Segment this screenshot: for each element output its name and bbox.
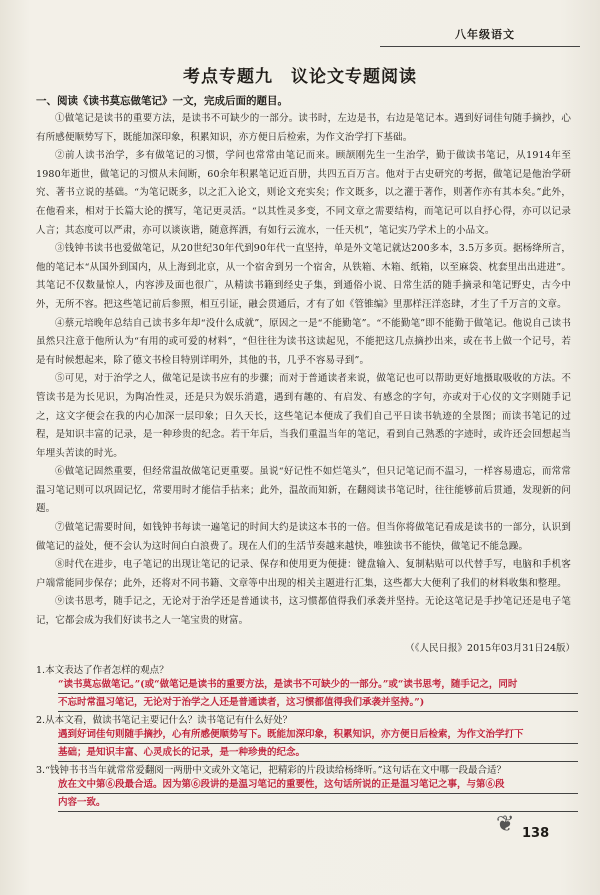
answer-3 (58, 776, 578, 812)
section-intro: 一、阅读《读书莫忘做笔记》一文，完成后面的题目。 (36, 95, 288, 107)
answer-line: 放在文中第⑥段最合适。因为第⑥段讲的是温习笔记的重要性，这句话所说的正是温习笔记之事，与第⑥段 (58, 776, 578, 794)
answer-line: 基础；是知识丰富、心灵成长的记录，是一种珍贵的纪念。 (58, 744, 578, 762)
answer-line: 遇到好词佳句则随手摘抄，心有所感便顺势写下。既能加深印象，积累知识，亦方便日后检索，为作文治学打下 (58, 726, 578, 744)
question-2: 2.从本文看，做读书笔记主要记什么？读书笔记有什么好处？ (36, 715, 293, 726)
header-rule (380, 46, 580, 47)
paragraph: ②前人读书治学，多有做笔记的习惯，学问也常常由笔记而来。顾颉刚先生一生治学，勤于做读书笔记，从1914年至1980年逝世，做笔记的习惯从未间断，60余年积累笔记近百册，共四五百万言。他对于古史研究的考据，做笔记是他治学研究、著书立说的基础。“为笔记既多，以之汇入论文，则论文充实矣；作文既多，以之灌于著作，则著作亦有其本矣。”此外，在他看来，相对于长篇大论的撰写，笔记更灵活。“以其性灵多变，不同文章之需要结构，而笔记可以自抒心得，亦可以记录人言；其态度可以严肃，亦可以谈诙谐，随意挥洒，有如行云流水，一任天机”，笔记实乃学术上的小品文。 (36, 150, 571, 236)
question-3: 3.“钱钟书书当年就常常爱翻阅一两册中文或外文笔记，把精彩的片段读给杨绛听。”这句话在文中哪一段最合适？ (36, 765, 507, 776)
answer-line: 不忘时常温习笔记，无论对于治学之人还是普通读者，这习惯都值得我们承袭并坚持。”) (58, 694, 578, 712)
paragraph: ⑦做笔记需要时间，如钱钟书每读一遍笔记的时间大约是读这本书的一倍。但当你将做笔记看成是读书的一部分，认识到做笔记的益处，便不会认为这时间白白浪费了。现在人们的生活节奏越来越快，唯独读书不能快，做笔记不能急躁。 (36, 522, 571, 552)
paragraph: ①做笔记是读书的重要方法，是读书不可缺少的一部分。读书时，左边是书，右边是笔记本。遇到好词佳句随手摘抄，心有所感便顺势写下，既能加深印象，积累知识，亦方便日后检索，为作文治学打下基础。 (36, 113, 571, 143)
article-body (36, 110, 571, 631)
answer-line: “读书莫忘做笔记。”(或“做笔记是读书的重要方法，是读书不可缺少的一部分。”或“读书思考，随手记之，同时 (58, 676, 578, 694)
answer-2 (58, 726, 578, 762)
answer-1 (58, 676, 578, 712)
paragraph: ⑥做笔记固然重要，但经常温故做笔记更重要。虽说“好记性不如烂笔头”，但只记笔记而不温习，一样容易遗忘，而常常温习笔记则可以巩固记忆，常要用时才能信手拈来；此外，温故而知新，在翻阅读书笔记时，往往能够前后贯通，发现新的问题。 (36, 466, 571, 515)
answer-line: 内容一致。 (58, 794, 578, 812)
question-1: 1.本文表达了作者怎样的观点？ (36, 665, 169, 676)
paragraph: ⑧时代在进步，电子笔记的出现让笔记的记录、保存和使用更为便捷：键盘输入、复制粘贴可以代替手写，电脑和手机客户端常能同步保存；此外，还将对不同书籍、文章等中出现的相关主题进行汇集，这些都大大便利了我们的材料收集和整理。 (36, 559, 571, 589)
page-ornament-icon: ❦ (496, 812, 515, 837)
paragraph: ④蔡元培晚年总结自己读书多年却“没什么成就”，原因之一是“不能勤笔”。“不能勤笔”即不能勤于做笔记。他说自己读书虽然只注意于他所认为“有用的或可爱的材料”，“但往往为读书这读起见，不能把这几点摘抄出来，或在书上做一个记号，若是有时候想起来，除了德文书检目特别详明外，其他的书，几乎不容易寻到”。 (36, 317, 571, 366)
page-number: 138 (522, 826, 550, 841)
grade-label: 八年级语文 (455, 28, 515, 41)
paragraph: ⑤可见，对于治学之人，做笔记是读书应有的步骤；而对于普通读者来说，做笔记也可以帮助更好地摄取吸收的方法。不管读书是为长见识，为陶冶性灵，还是只为娱乐消遣，遇到有趣的、有启发、有感念的字句，亦或对于心仪的文字则随手记之，这文字便会在我的内心加深一层印象；日久天长，这些笔记本便成了我们自己平日读书轨迹的全景图；而读书笔记的过程，是知识丰富的记录，是一种珍贵的纪念。若干年后，当我们重温当年的笔记，看到自己熟悉的字迹时，或许还会回想起当年埋头苦读的时光。 (36, 373, 571, 459)
paragraph: ⑨读书思考，随手记之，无论对于治学还是普通读书，这习惯都值得我们承袭并坚持。无论这笔记是手抄笔记还是电子笔记，它都会成为我们好读书之人一笔宝贵的财富。 (36, 596, 571, 627)
article-source: （《人民日报》2015年03月31日24版） (405, 643, 575, 654)
paragraph: ③钱钟书读书也爱做笔记，从20世纪30年代到90年代一直坚持，单是外文笔记就达200多本，3.5万多页。据杨绛所言，他的笔记本“从国外到国内，从上海到北京，从一个宿舍到另一个宿舍，从铁箱、木箱、纸箱，以至麻袋、枕套里出出进进”。其笔记不仅数量惊人，内容涉及面也很广，从精读书籍到经史子集，到通俗小说、日常生活的随手摘录和笔记野史，古今中外，无所不容。把这些笔记前后参照，相互引证，融会贯通后，才有了如《管锥编》里那样汪洋恣肆，才生了千万言的文章。 (36, 243, 571, 310)
page-title: 考点专题九 议论文专题阅读 (183, 67, 417, 87)
